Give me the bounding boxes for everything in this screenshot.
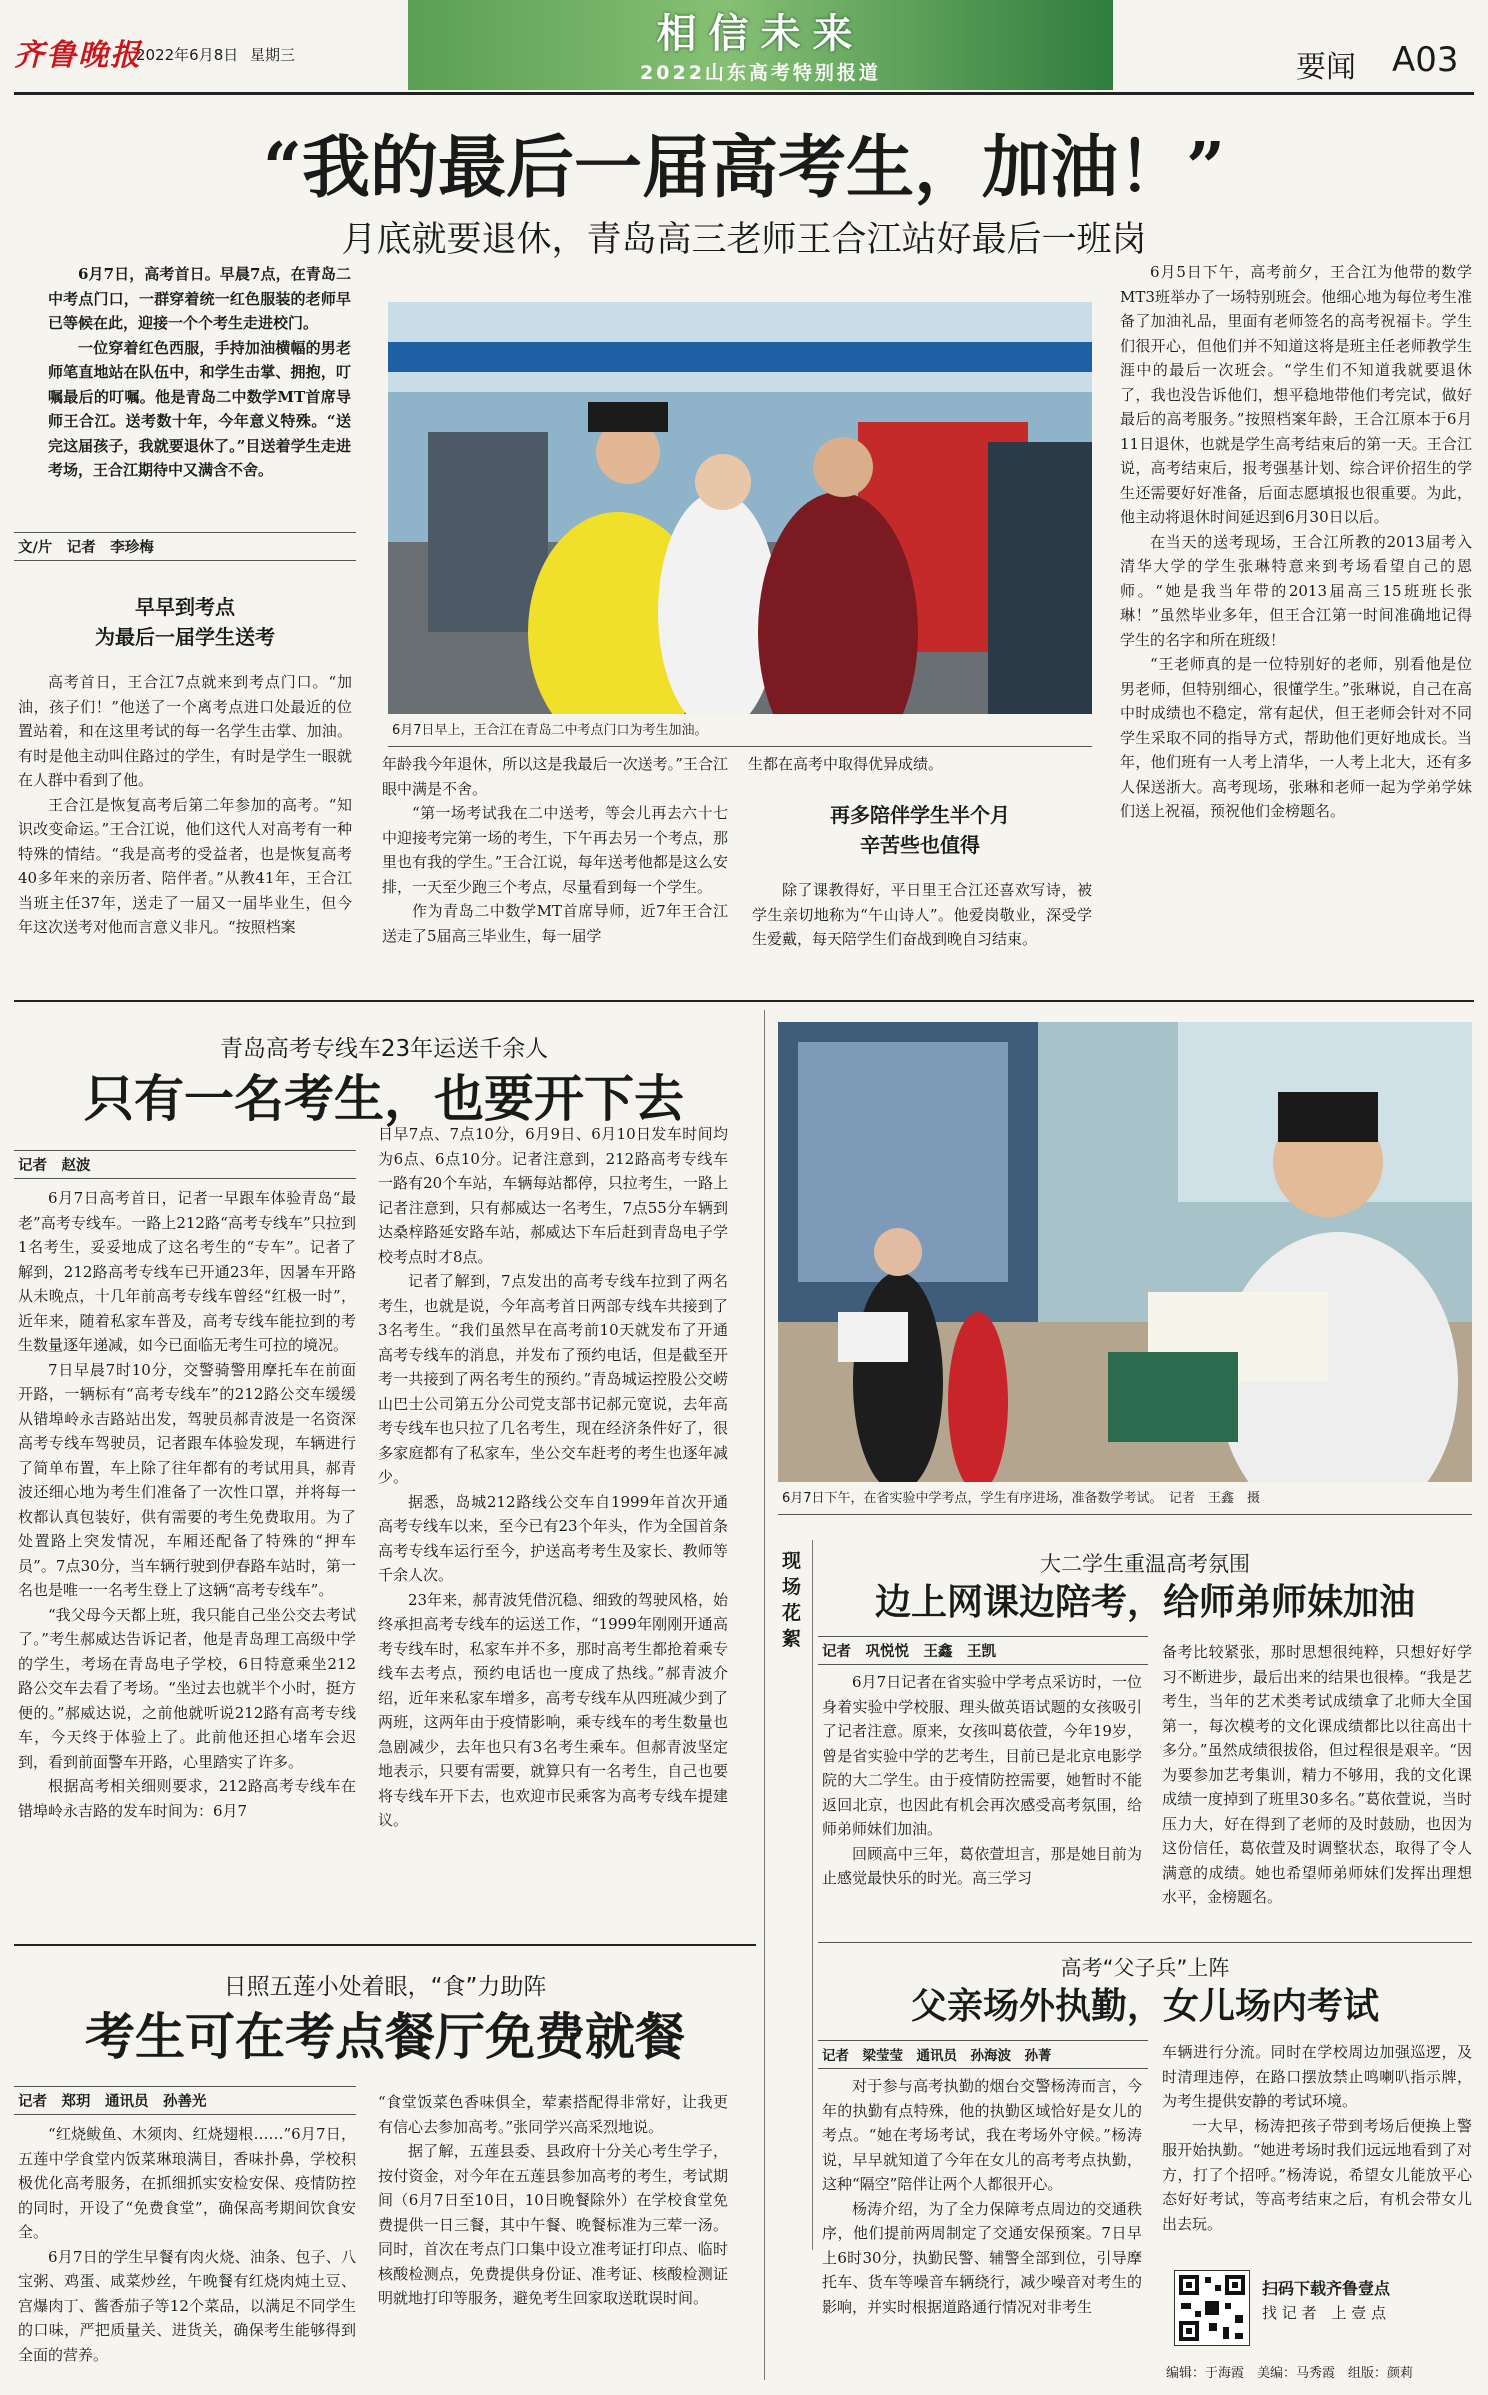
- byline-rule: [14, 1178, 356, 1179]
- flower-column-tag: 现场花絮: [782, 1550, 802, 1650]
- father-col-2: [1162, 2040, 1472, 2260]
- issue-weekday: 星期三: [250, 46, 296, 64]
- paragraph: 在当天的送考现场，王合江所教的2013届考入清华大学的学生张琳特意来到考场看望自己的恩师。“她是我当年带的2013届高三15班班长张琳！”虽然毕业多年，但王合江第一时间准确地记得学生的名字和所在班级！: [1120, 532, 1472, 649]
- lead-col-1: [18, 670, 352, 990]
- bus-kicker: 青岛高考专线车23年运送千余人: [219, 1036, 549, 1062]
- bus-byline: 记者 赵波: [18, 1158, 91, 1174]
- byline-rule: [818, 1664, 1148, 1665]
- exam-photo: [778, 1022, 1472, 1482]
- story-divider: [818, 1942, 1472, 1943]
- byline-rule: [14, 560, 356, 561]
- lead-subtitle-1: 早早到考点 为最后一届学生送考: [95, 595, 275, 649]
- paragraph: “我父母今天都上班，我只能自己坐公交去考试了。”考生郝威达告诉记者，他是青岛理工高级中学的学生，考场在青岛电子学校，6日特意乘坐212路公交车去看了考场。“坐过去也就半个小时，挺方便的。”郝威达说，之前他就听说212路有高考专线车，今天终于体验上了。此前他还担心堵车会迟到，看到前面警车开路，心里踏实了许多。: [18, 1605, 356, 1771]
- paragraph: 年龄我今年退休，所以这是我最后一次送考。”王合江眼中满是不舍。: [382, 755, 728, 798]
- exam-photo-caption: 6月7日下午，在省实验中学考点，学生有序进场，准备数学考试。 记者 王鑫 摄: [782, 1491, 1261, 1506]
- editor-credit: 编辑：于海霞 美编：马秀霞 组版：颜莉: [1166, 2366, 1414, 2381]
- paragraph: 回顾高中三年，葛依萱坦言，那是她目前为止感觉最快乐的时光。高三学习: [822, 1844, 1142, 1887]
- canteen-col-1: [18, 2122, 356, 2388]
- flower-headline: 边上网课边陪考，给师弟师妹加油: [874, 1581, 1415, 1623]
- father-headline: 父亲场外执勤，女儿场内考试: [910, 1985, 1379, 2027]
- paragraph: 王合江是恢复高考后第二年参加的高考。“知识改变命运。”王合江说，他们这代人对高考有一种特殊的情结。“我是高考的受益者，也是恢复高考40多年来的亲历者、陪伴者。”从教41年，王合江当班主任37年，送走了一届又一届毕业生，但今年这次送考对他而言意义非凡。“按照档案: [18, 795, 352, 936]
- lead-subtitle-2: 再多陪伴学生半个月 辛苦些也值得: [830, 803, 1010, 857]
- paragraph: “食堂饭菜色香味俱全，荤素搭配得非常好，让我更有信心去参加高考。”张同学兴高采烈地说。: [378, 2093, 728, 2136]
- father-col-1: [822, 2074, 1142, 2386]
- paragraph: 日早7点、7点10分，6月9日、6月10日发车时间均为6点、6点10分。记者注意到，212路高考专线车一路有20个车站，车辆每站都停，只拉考生，一路上记者注意到，只有郝威达一名考生，7点55分车辆到达桑梓路延安路车站，郝威达下车后赶到青岛电子学校考点时才8点。: [378, 1125, 728, 1266]
- lead-subheadline: 月底就要退休，青岛高三老师王合江站好最后一班岗: [341, 220, 1147, 260]
- canteen-kicker: 日照五莲小处着眼，“食”力助阵: [223, 1974, 547, 2000]
- lead-intro: [48, 262, 351, 522]
- column-tag-rule: [812, 1540, 813, 2250]
- paragraph: 据了解，五莲县委、县政府十分关心考生学子，按付资金，对今年在五莲县参加高考的考生，考试期间（6月7日至10日，10日晚餐除外）在学校食堂免费提供一日三餐，其中午餐、晚餐标准为三荤一汤。同时，首次在考点门口集中设立准考证打印点、临时核酸检测点，免费提供身份证、准考证、核酸检测证明就地打印等服务，避免考生回家取送耽误时间。: [378, 2142, 728, 2307]
- paragraph: 记者了解到，7点发出的高考专线车拉到了两名考生，也就是说，今年高考首日两部专线车共接到了3名考生。“我们虽然早在高考前10天就发布了开通高考专线车的消息，并发布了预约电话，但是截至开考一共接到了两名考生的预约。”青岛城运控股公交崂山巴士公司第五分公司党支部书记郝元宽说，去年高考专线车也只拉了几名考生，现在经济条件好了，很多家庭都有了私家车，坐公交车赶考的考生也逐年减少。: [378, 1272, 728, 1486]
- paragraph: 高考首日，王合江7点就来到考点门口。“加油，孩子们！”他送了一个离考点进口处最近的位置站着，和在这里考试的每一名学生击掌、加油。有时是他主动叫住路过的学生，有时是学生一眼就在人群中看到了他。: [18, 673, 352, 789]
- qr-code[interactable]: [1174, 2270, 1250, 2346]
- page-number: A03: [1392, 40, 1459, 80]
- teacher-photo-illustration: [388, 302, 1092, 714]
- paragraph: 根据高考相关细则要求，212路高考专线车在错埠岭永吉路的发车时间为：6月7: [18, 1777, 356, 1820]
- bus-headline: 只有一名考生，也要开下去: [84, 1069, 684, 1128]
- flower-kicker: 大二学生重温高考氛围: [1040, 1552, 1250, 1576]
- flower-col-2: [1162, 1640, 1472, 1932]
- masthead-rule: [14, 92, 1474, 95]
- paragraph: 对于参与高考执勤的烟台交警杨涛而言，今年的执勤有点特殊，他的执勤区域恰好是女儿的考点。“她在考场考试，我在考场外守候。”杨涛说，早早就知道了今年在女儿的高考考点执勤，这种“隔空”陪伴让两个人都很开心。: [822, 2077, 1142, 2193]
- byline-rule: [818, 2068, 1148, 2069]
- section-divider: [14, 1000, 1474, 1002]
- flower-col-1: [822, 1670, 1142, 1932]
- qr-code-icon: [1175, 2271, 1249, 2345]
- paragraph: “红烧鲅鱼、木须肉、红烧翅根……”6月7日，五莲中学食堂内饭菜琳琅满目，香味扑鼻，学校积极优化高考服务，在抓细抓实安检安保、疫情防控的同时，开设了“免费食堂”，确保高考期间饮食安全。: [18, 2125, 356, 2241]
- canteen-byline: 记者 郑玥 通讯员 孙善光: [18, 2094, 207, 2110]
- issue-date: 2022年6月8日: [136, 46, 239, 64]
- paragraph: 作为青岛二中数学MT首席导师，近7年王合江送走了5届高三毕业生，每一届学: [382, 902, 728, 945]
- father-byline: 记者 梁莹莹 通讯员 孙海波 孙菁: [822, 2048, 1052, 2064]
- qr-text-1: 扫码下载齐鲁壹点: [1262, 2279, 1391, 2298]
- paragraph: 一大早，杨涛把孩子带到考场后便换上警服开始执勤。“她进考场时我们远远地看到了对方，打了个招呼。”杨涛说，希望女儿能放平心态好好考试，等高考结束之后，有机会带女儿出去玩。: [1162, 2116, 1472, 2233]
- paragraph: “第一场考试我在二中送考，等会儿再去六十七中迎接考完第一场的考生，下午再去另一个考点，那里也有我的学生。”王合江说，每年送考他都是这么安排，一天至少跑三个考点，尽量看到每一个学生。: [382, 804, 728, 896]
- paragraph: 6月7日记者在省实验中学考点采访时，一位身着实验中学校服、理头做英语试题的女孩吸引了记者注意。原来，女孩叫葛依萱，今年19岁，曾是省实验中学的艺考生，目前已是北京电影学院的大二学生。由于疫情防控需要，她暂时不能返回北京，也因此有机会再次感受高考氛围，给师弟师妹们加油。: [822, 1673, 1142, 1838]
- byline-rule: [818, 2040, 1148, 2041]
- banner-subtitle: 2022山东高考特别报道: [640, 62, 881, 84]
- section-divider: [14, 1944, 756, 1946]
- paragraph: 6月7日高考首日，记者一早跟车体验青岛“最老”高考专线车。一路上212路“高考专线车”只拉到1名考生，妥妥地成了这名考生的“专车”。记者了解到，212路高考专线车已开通23年，因暑车开路从未晚点，十几年前高考专线车曾经“红极一时”，近年来，随着私家车普及，高考专线车能拉到的考生数量逐年递减，如今已面临无考生可拉的境况。: [18, 1189, 356, 1354]
- paper-logo: 齐鲁晚报: [14, 38, 142, 73]
- qr-text-2: 找 记 者 上 壹 点: [1262, 2304, 1387, 2322]
- canteen-headline: 考生可在考点餐厅免费就餐: [85, 2007, 685, 2066]
- caption-rule: [388, 746, 1092, 747]
- lead-photo: [388, 302, 1092, 714]
- paragraph: 一位穿着红色西服，手持加油横幅的男老师笔直地站在队伍中，和学生击掌、拥抱，叮嘱最后的叮嘱。他是青岛二中数学MT首席导师王合江。送考数十年，今年意义特殊。“送完这届孩子，我就要退休了。”目送着学生走进考场，王合江期待中又满含不舍。: [48, 338, 351, 479]
- lead-col-3: [752, 878, 1092, 988]
- canteen-col-2: [378, 2090, 728, 2388]
- paragraph: 6月7日的学生早餐有肉火烧、油条、包子、八宝粥、鸡蛋、咸菜炒丝，午晚餐有红烧肉炖土豆、宫爆肉丁、酱香茄子等12个菜品，以满足不同学生的口味，严把质量关、进货关，确保考生能够得到全面的营养。: [18, 2247, 356, 2364]
- byline-rule: [14, 2114, 356, 2115]
- lead-byline: 文/片 记者 李珍梅: [18, 540, 154, 556]
- paragraph: 备考比较紧张，那时思想很纯粹，只想好好学习不断进步，最后出来的结果也很棒。“我是艺考生，当年的艺术类考试成绩拿了北师大全国第一，每次模考的文化课成绩都比以往高出十多分。”虽然成绩很拔俗，但过程很是艰辛。“因为要参加艺考集训，精力不够用，我的文化课成绩一度掉到了班里30多名。”葛依萱说，当时压力大，好在得到了老师的及时鼓励，也因为这份信任，葛依萱及时调整状态，取得了令人满意的成绩。她也希望师弟师妹们发挥出理想水平，金榜题名。: [1162, 1643, 1472, 1906]
- byline-rule: [14, 532, 356, 533]
- masthead: [0, 0, 1488, 95]
- lead-headline: “我的最后一届高考生，加油！”: [262, 128, 1226, 208]
- flower-byline: 记者 巩悦悦 王鑫 王凯: [822, 1644, 996, 1660]
- paragraph: “王老师真的是一位特别好的老师，别看他是位男老师，但特别细心，很懂学生。”张琳说，自己在高中时成绩也不稳定，常有起伏，但王老师会针对不同学生采取不同的指导方式，帮助他们更好地成长。当年，他们班有一人考上清华，一人考上北大，还有多人保送浙大。高考现场，张琳和老师一起为学弟学妹们送上祝福，预祝他们金榜题名。: [1120, 655, 1472, 820]
- lead-photo-caption: 6月7日早上，王合江在青岛二中考点门口为考生加油。: [392, 723, 708, 738]
- banner-title: 相信未来: [656, 10, 865, 57]
- byline-rule: [818, 1636, 1148, 1637]
- paragraph: 生都在高考中取得优异成绩。: [748, 755, 944, 773]
- special-banner: [408, 0, 1113, 90]
- paragraph: 7日早晨7时10分，交警骑警用摩托车在前面开路，一辆标有“高考专线车”的212路公交车缓缓从错埠岭永吉路站出发，驾驶员郝青波是一名资深高考专线车驾驶员，记者跟车体验发现，车辆进行了简单布置，车上除了往年都有的考试用具，郝青波还细心地为考生们准备了一次性口罩，并将每一枚都认真包装好，供有需要的考生免费取用。为了处置路上突发情况，车厢还配备了特殊的“押车员”。7点30分，当车辆行驶到伊春路车站时，第一名也是唯一一名考生登上了这辆“高考专线车”。: [18, 1360, 356, 1599]
- paragraph: 车辆进行分流。同时在学校周边加强巡逻，及时清理违停，在路口摆放禁止鸣喇叭指示牌，为考生提供安静的考试环境。: [1162, 2043, 1472, 2110]
- column-divider: [764, 1010, 765, 2380]
- caption-rule: [778, 1514, 1472, 1515]
- lead-col-4: [1120, 260, 1472, 990]
- paragraph: 6月5日下午，高考前夕，王合江为他带的数学MT3班举办了一场特别班会。他细心地为每位考生准备了加油礼品，里面有老师签名的高考祝福卡。学生们很开心，但他们并不知道这将是班主任老师教学生涯中的最后一次班会。“学生们不知道我就要退休了，我也没告诉他们，想平稳地带他们考完试，做好最后的高考服务。”按照档案年龄，王合江原本于6月11日退休，也就是学生高考结束后的第一天。王合江说，高考结束后，报考强基计划、综合评价招生的学生还需要好好准备，后面志愿填报也很重要。为此，他主动将退休时间延迟到6月30日以后。: [1120, 263, 1472, 526]
- paragraph: 6月7日，高考首日。早晨7点，在青岛二中考点门口，一群穿着统一红色服装的老师早已等候在此，迎接一个个考生走进校门。: [48, 265, 351, 332]
- byline-rule: [14, 2086, 356, 2087]
- paragraph: 杨涛介绍，为了全力保障考点周边的交通秩序，他们提前两周制定了交通安保预案。7日早上6时30分，执勤民警、辅警全部到位，引导摩托车、货车等噪音车辆绕行，减少噪音对考生的影响，并实时根据道路通行情况对非考生: [822, 2199, 1142, 2316]
- section-name: 要闻: [1296, 50, 1356, 85]
- bus-col-1: [18, 1186, 356, 1934]
- bus-col-2: [378, 1122, 728, 1934]
- lead-col-2: [382, 752, 728, 988]
- paragraph: 除了课教得好，平日里王合江还喜欢写诗，被学生亲切地称为“午山诗人”。他爱岗敬业，深受学生爱戴，每天陪学生们奋战到晚自习结束。: [752, 881, 1092, 948]
- byline-rule: [14, 1150, 356, 1151]
- father-kicker: 高考“父子兵”上阵: [1060, 1956, 1230, 1980]
- lead-col-3-top: [748, 752, 1092, 782]
- students-photo-illustration: [778, 1022, 1472, 1482]
- paragraph: 据悉，岛城212路线公交车自1999年首次开通高考专线车以来，至今已有23个年头，作为全国首条高考专线车运行至今，护送高考考生及家长、教师等千余人次。: [378, 1492, 728, 1584]
- paragraph: 23年来，郝青波凭借沉稳、细致的驾驶风格，始终承担高考专线车的运送工作，“1999年刚刚开通高考专线车时，私家车并不多，那时高考生都抢着乘专线车去考点，预约电话也一度成了热线。”郝青波介绍，近年来私家车增多，高考专线车从四班减少到了两班，这两年由于疫情影响，乘专线车的考生数量也急剧减少，去年也只有3名考生乘车。但郝青波坚定地表示，只要有需要，就算只有一名考生，自己也要将专线车开下去，也欢迎市民乘客为高考专线车提建议。: [378, 1590, 728, 1829]
